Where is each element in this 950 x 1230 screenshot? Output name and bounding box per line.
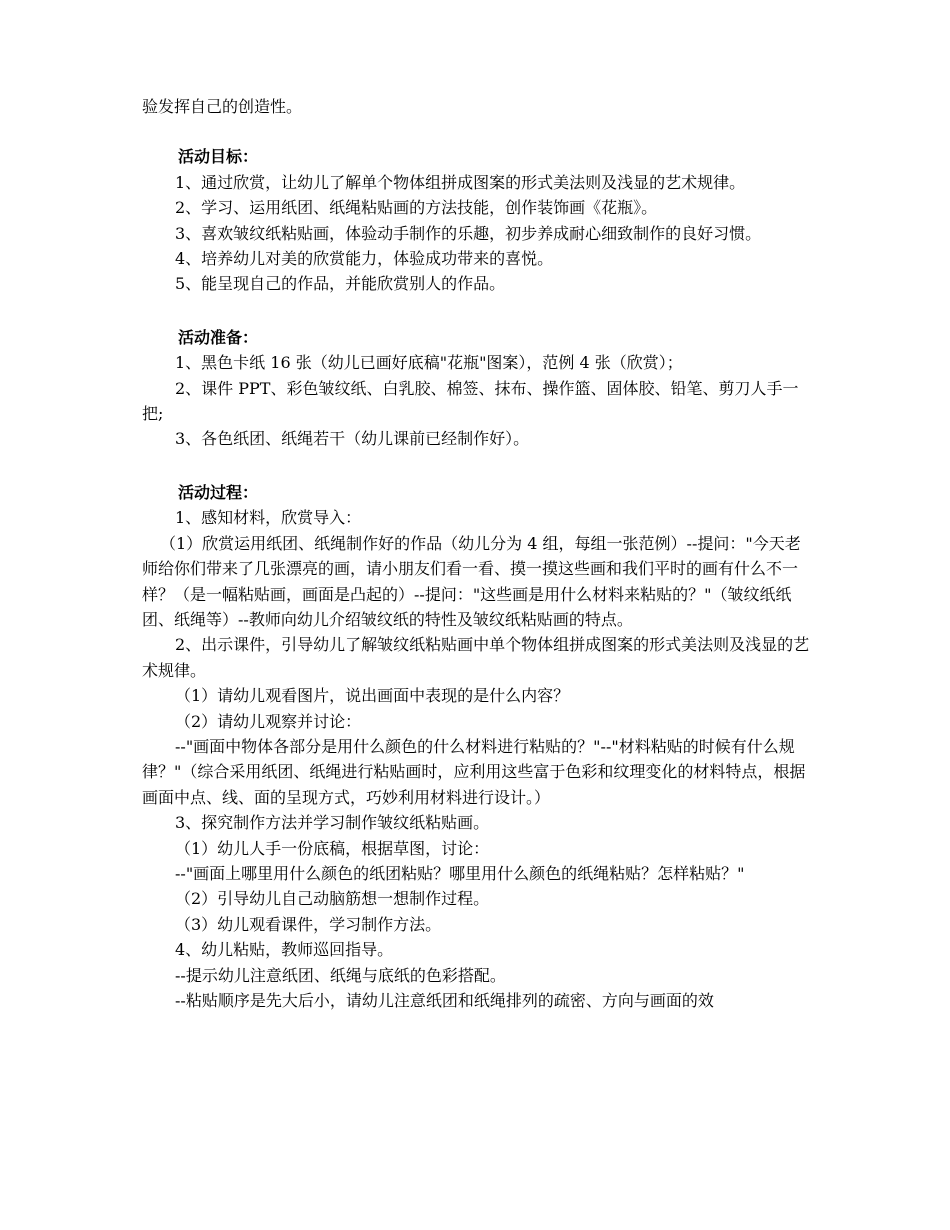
process-tip: --粘贴顺序是先大后小，请幼儿注意纸团和纸绳排列的疏密、方向与画面的效 <box>175 991 714 1010</box>
spacer <box>142 452 814 480</box>
goal-item: 5、能呈现自己的作品，并能欣赏别人的作品。 <box>175 274 506 294</box>
process-step: 4、幼儿粘贴，教师巡回指导。 <box>175 940 394 960</box>
intro-tail-paragraph: 验发挥自己的创造性。 <box>142 97 303 116</box>
preparation-item: 1、黑色卡纸 16 张（幼儿已画好底稿"花瓶"图案），范例 4 张（欣赏）； <box>175 353 683 373</box>
preparation-item: 3、各色纸团、纸绳若干（幼儿课前已经制作好）。 <box>175 429 530 449</box>
process-step: 3、探究制作方法并学习制作皱纹纸粘贴画。 <box>175 813 490 833</box>
process-substep: （1）请幼儿观看图片，说出画面中表现的是什么内容？ <box>175 686 570 706</box>
process-substep: （2）引导幼儿自己动脑筋想一想制作过程。 <box>175 889 490 909</box>
preparation-item: 2、课件 PPT、彩色皱纹纸、白乳胶、棉签、抹布、操作篮、固体胶、铅笔、剪刀人手一把; <box>142 378 799 424</box>
goals-heading: 活动目标： <box>178 147 259 167</box>
document-body <box>142 94 814 1013</box>
goal-item: 3、喜欢皱纹纸粘贴画，体验动手制作的乐趣，初步养成耐心细致制作的良好习惯。 <box>175 223 762 243</box>
process-heading: 活动过程： <box>178 482 259 502</box>
process-substep: （2）请幼儿观察并讨论： <box>175 711 362 731</box>
spacer <box>142 297 814 325</box>
goal-item: 1、通过欣赏，让幼儿了解单个物体组拼成图案的形式美法则及浅显的艺术规律。 <box>175 172 746 192</box>
goal-item: 4、培养幼儿对美的欣赏能力，体验成功带来的喜悦。 <box>175 249 554 269</box>
preparation-heading: 活动准备： <box>178 327 259 347</box>
spacer <box>142 119 814 144</box>
process-substep: （1）欣赏运用纸团、纸绳制作好的作品（幼儿分为 4 组，每组一张范例）--提问："今天老师给你们带来了几张漂亮的画，请小朋友们看一看、摸一摸这些画和我们平时的画有什么不一样？（是一幅粘贴画，画面是凸起的）--提问："这些画是用什么材料来粘贴的？"（皱纹纸纸团、纸绳等）--教师向幼儿介绍皱纹纸的特性及皱纹纸粘贴画的特点。 <box>142 533 801 629</box>
process-discussion: --"画面中物体各部分是用什么颜色的什么材料进行粘贴的？"--"材料粘贴的时候有什么规律？"（综合采用纸团、纸绳进行粘贴画时，应利用这些富于色彩和纹理变化的材料特点，根据画面中点、线、面的呈现方式，巧妙利用材料进行设计。） <box>142 736 806 807</box>
process-step: 1、感知材料，欣赏导入： <box>175 508 362 528</box>
process-substep: （3）幼儿观看课件，学习制作方法。 <box>175 914 442 934</box>
process-discussion: --"画面上哪里用什么颜色的纸团粘贴？哪里用什么颜色的纸绳粘贴？怎样粘贴？" <box>175 863 745 883</box>
process-tip: --提示幼儿注意纸团、纸绳与底纸的色彩搭配。 <box>175 965 506 985</box>
process-substep: （1）幼儿人手一份底稿，根据草图，讨论： <box>175 838 490 858</box>
process-step: 2、出示课件，引导幼儿了解皱纹纸粘贴画中单个物体组拼成图案的形式美法则及浅显的艺术规律。 <box>142 635 810 680</box>
goal-item: 2、学习、运用纸团、纸绳粘贴画的方法技能，创作装饰画《花瓶》。 <box>175 198 658 218</box>
